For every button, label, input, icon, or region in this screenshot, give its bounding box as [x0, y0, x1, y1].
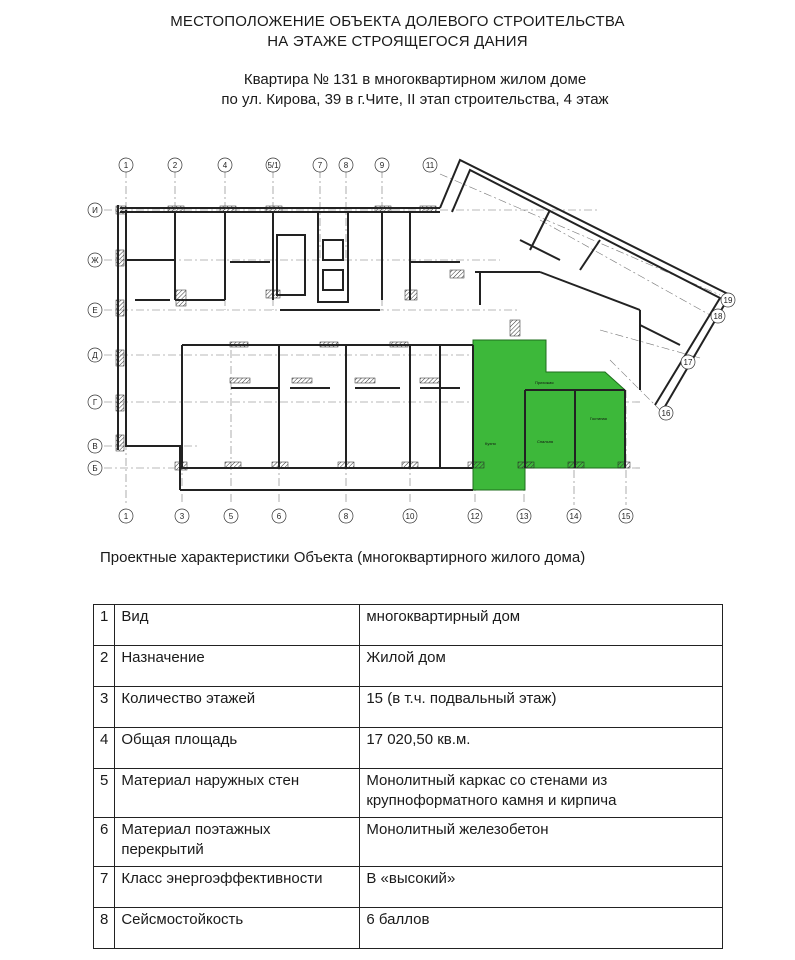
apartment-131-highlight	[473, 340, 625, 490]
left-axis-markers	[88, 203, 102, 475]
axis-marker-bottom-8	[339, 509, 353, 523]
axis-marker-top-9	[375, 158, 389, 172]
row-property-value: многоквартирный дом	[360, 605, 723, 646]
row-property-value: 15 (в т.ч. подвальный этаж)	[360, 687, 723, 728]
axis-marker-left-V	[88, 439, 102, 453]
svg-text:1: 1	[123, 512, 129, 521]
axis-marker-top-11	[423, 158, 437, 172]
axis-marker-left-E	[88, 303, 102, 317]
svg-text:10: 10	[405, 512, 415, 521]
row-property-name: Сейсмостойкость	[115, 908, 360, 949]
row-property-value: 6 баллов	[360, 908, 723, 949]
svg-text:Д: Д	[92, 351, 98, 360]
svg-text:1: 1	[123, 161, 129, 170]
room-label-bedroom: Спальня	[537, 439, 554, 444]
apartment-subtitle-line1: Квартира № 131 в многоквартирном жилом доме	[243, 71, 587, 88]
svg-text:6: 6	[276, 512, 282, 521]
axis-marker-top-2	[168, 158, 182, 172]
svg-text:4: 4	[222, 161, 228, 170]
svg-text:14: 14	[569, 512, 579, 521]
row-property-value: В «высокий»	[360, 867, 723, 908]
axis-marker-bottom-3	[175, 509, 189, 523]
row-property-value: 17 020,50 кв.м.	[360, 728, 723, 769]
svg-text:Ж: Ж	[91, 256, 99, 265]
svg-text:16: 16	[661, 409, 671, 418]
document-title-line1: МЕСТОПОЛОЖЕНИЕ ОБЪЕКТА ДОЛЕВОГО СТРОИТЕЛЬСТВА	[170, 13, 625, 30]
characteristics-table	[93, 604, 723, 949]
row-property-name: Общая площадь	[115, 728, 360, 769]
axis-marker-bottom-12	[468, 509, 482, 523]
room-label-living: Гостиная	[590, 416, 607, 421]
svg-text:5: 5	[228, 512, 234, 521]
floor-plan	[80, 150, 740, 530]
svg-text:13: 13	[519, 512, 529, 521]
axis-marker-bottom-13	[517, 509, 531, 523]
svg-text:Е: Е	[92, 306, 98, 315]
characteristics-heading: Проектные характеристики Объекта (многоквартирного жилого дома)	[100, 549, 586, 566]
svg-text:17: 17	[683, 358, 693, 367]
row-property-name: Материал поэтажных перекрытий	[115, 818, 360, 867]
table-row	[94, 867, 723, 908]
row-property-value: Монолитный железобетон	[360, 818, 723, 867]
row-property-name: Назначение	[115, 646, 360, 687]
room-label-kitchen: Кухня	[485, 441, 496, 446]
table-row	[94, 769, 723, 818]
axis-marker-diag-19	[721, 293, 735, 307]
row-property-name: Материал наружных стен	[115, 769, 360, 818]
row-number: 3	[94, 687, 115, 728]
axis-marker-bottom-1	[119, 509, 133, 523]
axis-marker-top-8	[339, 158, 353, 172]
axis-marker-top-1	[119, 158, 133, 172]
axis-marker-left-B	[88, 461, 102, 475]
row-property-value: Монолитный каркас со стенами из крупноформатного камня и кирпича	[360, 769, 723, 818]
axis-marker-bottom-5	[224, 509, 238, 523]
row-property-name: Количество этажей	[115, 687, 360, 728]
svg-text:5/1: 5/1	[267, 161, 279, 170]
svg-text:8: 8	[343, 512, 349, 521]
bottom-axis-markers	[119, 509, 633, 523]
row-number: 4	[94, 728, 115, 769]
svg-text:3: 3	[179, 512, 185, 521]
svg-text:19: 19	[723, 296, 733, 305]
table-row	[94, 818, 723, 867]
row-property-name: Класс энергоэффективности	[115, 867, 360, 908]
apartment-subtitle-line2: по ул. Кирова, 39 в г.Чите, II этап строительства, 4 этаж	[221, 91, 609, 108]
row-property-name: Вид	[115, 605, 360, 646]
row-number: 1	[94, 605, 115, 646]
svg-text:11: 11	[425, 161, 435, 170]
axis-marker-bottom-14	[567, 509, 581, 523]
document-title-line2: НА ЭТАЖЕ СТРОЯЩЕГОСЯ ДАНИЯ	[267, 33, 528, 50]
axis-marker-left-G	[88, 395, 102, 409]
svg-text:12: 12	[470, 512, 480, 521]
row-number: 7	[94, 867, 115, 908]
table-row	[94, 728, 723, 769]
row-property-value: Жилой дом	[360, 646, 723, 687]
row-number: 5	[94, 769, 115, 818]
row-number: 2	[94, 646, 115, 687]
axis-marker-bottom-10	[403, 509, 417, 523]
axis-marker-left-I	[88, 203, 102, 217]
svg-text:7: 7	[317, 161, 323, 170]
axis-marker-bottom-15	[619, 509, 633, 523]
svg-text:18: 18	[713, 312, 723, 321]
axis-marker-left-D	[88, 348, 102, 362]
axis-marker-diag-16	[659, 406, 673, 420]
table-row	[94, 605, 723, 646]
diagonal-axis-markers	[659, 293, 735, 420]
row-number: 6	[94, 818, 115, 867]
svg-text:8: 8	[343, 161, 349, 170]
svg-text:И: И	[92, 206, 98, 215]
table-row	[94, 687, 723, 728]
axis-marker-bottom-6	[272, 509, 286, 523]
svg-text:9: 9	[379, 161, 385, 170]
table-row	[94, 908, 723, 949]
svg-text:Г: Г	[92, 398, 98, 407]
row-number: 8	[94, 908, 115, 949]
axis-marker-top-4	[218, 158, 232, 172]
svg-text:В: В	[92, 442, 98, 451]
axis-marker-diag-17	[681, 355, 695, 369]
axis-marker-top-7	[313, 158, 327, 172]
table-row	[94, 646, 723, 687]
axis-marker-top-5-1	[266, 158, 280, 172]
top-axis-markers	[119, 158, 437, 172]
room-label-hall: Прихожая	[535, 380, 554, 385]
svg-text:15: 15	[621, 512, 631, 521]
svg-text:Б: Б	[92, 464, 98, 473]
axis-marker-diag-18	[711, 309, 725, 323]
axis-marker-left-Zh	[88, 253, 102, 267]
svg-text:2: 2	[172, 161, 178, 170]
